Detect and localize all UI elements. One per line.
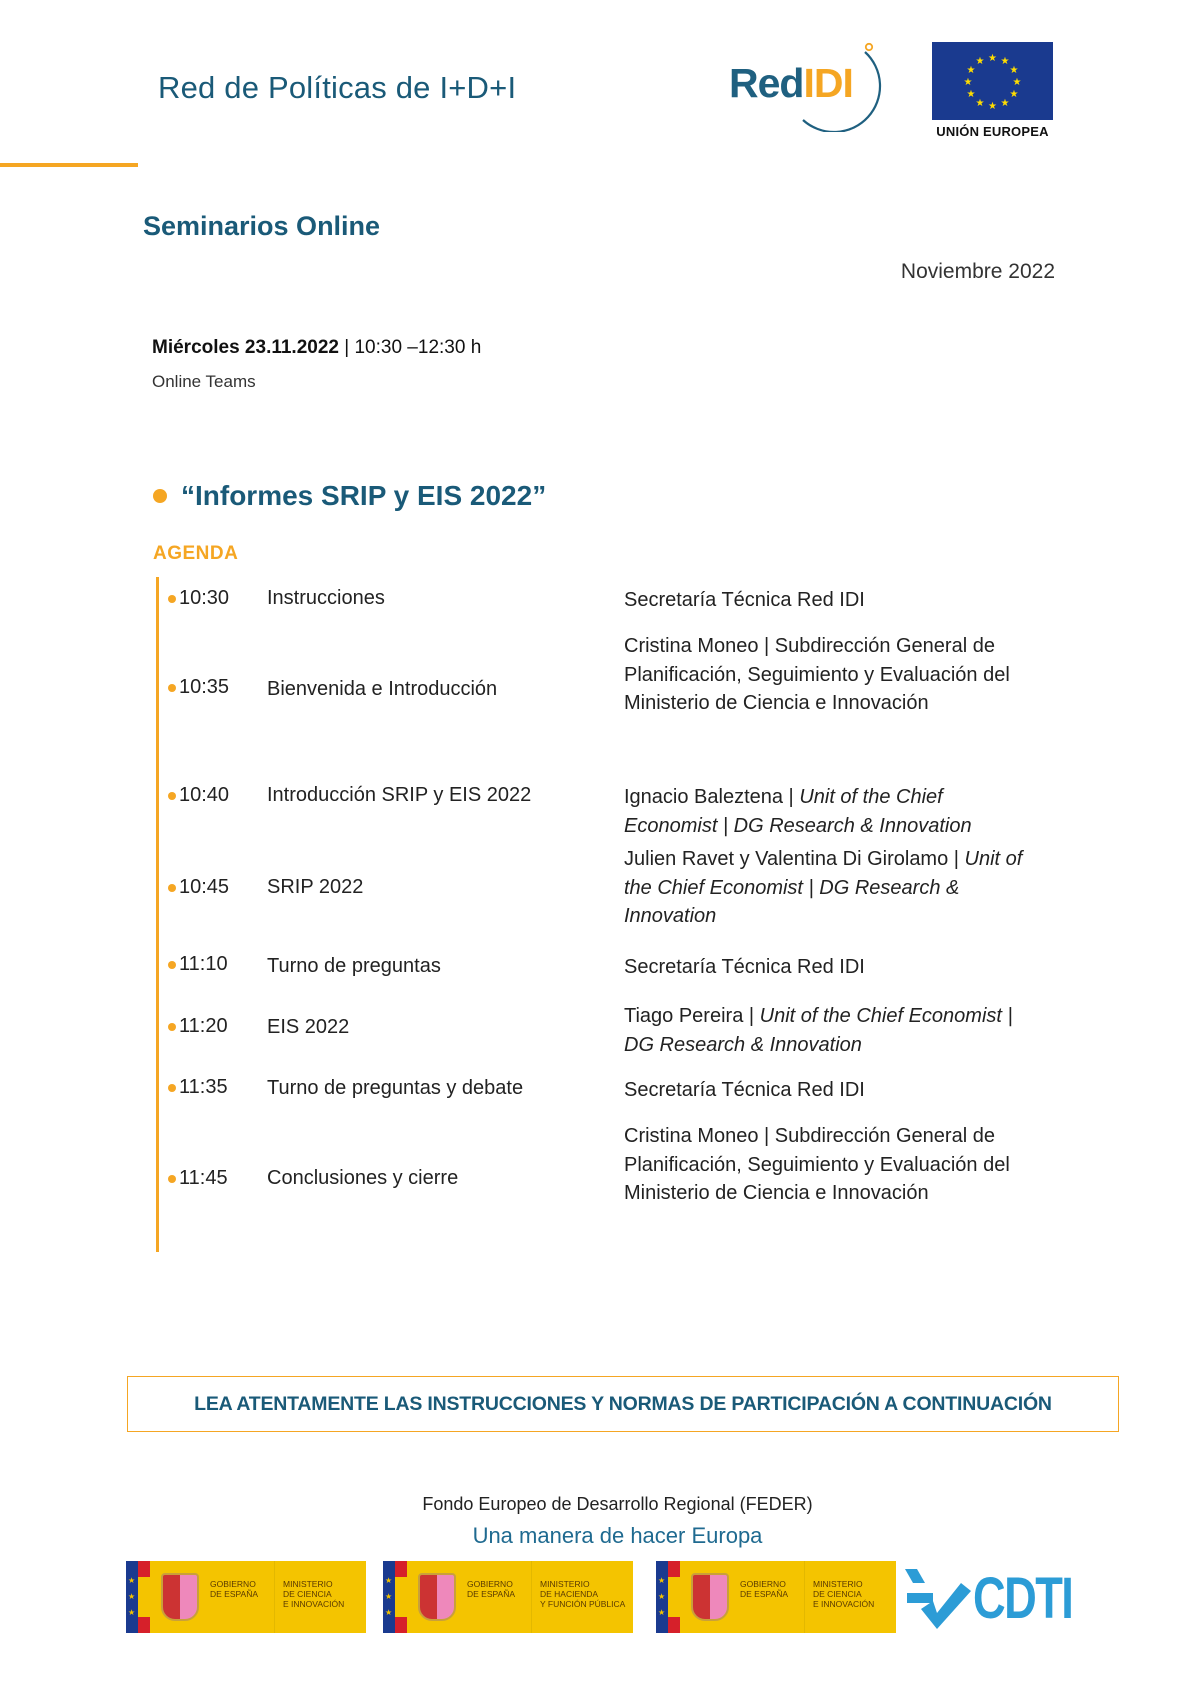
agenda-topic: Instrucciones <box>267 587 385 609</box>
eu-label: UNIÓN EUROPEA <box>936 124 1049 139</box>
agenda-time: 11:20 <box>179 1015 228 1037</box>
bullet-icon <box>168 1023 176 1031</box>
site-title: Red de Políticas de I+D+I <box>158 70 517 105</box>
bullet-icon <box>168 684 176 692</box>
notice-text: LEA ATENTAMENTE LAS INSTRUCCIONES Y NORMAS DE PARTICIPACIÓN A CONTINUACIÓN <box>194 1392 1052 1415</box>
coat-of-arms-icon <box>680 1561 740 1633</box>
agenda-topic: Bienvenida e Introducción <box>267 678 498 700</box>
agenda-speaker: Secretaría Técnica Red IDI <box>624 1079 865 1101</box>
eu-logo <box>932 42 1053 139</box>
gobierno-logo-hacienda: ★ ★ ★ GOBIERNO DE ESPAÑA MINISTERIO DE HACIENDA Y FUNCIÓN PÚBLICA <box>383 1561 633 1633</box>
agenda-speaker: Julien Ravet y Valentina Di Girolamo | Unit of the Chief Economist | DG Research & Innovation <box>624 848 1023 927</box>
svg-text:★: ★ <box>975 56 985 67</box>
coat-of-arms-icon <box>150 1561 210 1633</box>
bullet-icon <box>168 792 176 800</box>
agenda-speaker: Secretaría Técnica Red IDI <box>624 589 865 611</box>
cdti-text: CDTI <box>973 1565 1073 1631</box>
agenda-time: 11:10 <box>179 953 228 975</box>
coat-of-arms-icon <box>407 1561 467 1633</box>
event-time: 10:30 –12:30 h <box>354 337 482 358</box>
svg-text:★: ★ <box>966 65 976 76</box>
svg-text:★: ★ <box>1009 65 1019 76</box>
svg-text:★: ★ <box>1012 77 1022 88</box>
datetime-separator: | <box>344 337 350 358</box>
svg-text:★: ★ <box>1000 56 1010 67</box>
gobierno-label: GOBIERNO DE ESPAÑA <box>740 1561 805 1633</box>
section-title: Seminarios Online <box>143 211 381 241</box>
agenda-time: 10:45 <box>179 876 230 898</box>
agenda-topic: EIS 2022 <box>267 1016 350 1038</box>
agenda-time: 10:35 <box>179 676 230 698</box>
agenda-topic: Conclusiones y cierre <box>267 1167 459 1189</box>
agenda-speaker: Tiago Pereira | Unit of the Chief Economist | DG Research & Innovation <box>624 1005 1013 1056</box>
event-venue: Online Teams <box>152 372 256 391</box>
gobierno-label: GOBIERNO DE ESPAÑA <box>210 1561 275 1633</box>
svg-text:★: ★ <box>1009 89 1019 100</box>
gobierno-logo-ciencia-2: ★ ★ ★ GOBIERNO DE ESPAÑA MINISTERIO DE CIENCIA E INNOVACIÓN <box>656 1561 896 1633</box>
bullet-icon <box>168 595 176 603</box>
redidi-logo <box>725 40 905 132</box>
agenda-topic: Turno de preguntas <box>267 955 441 977</box>
agenda-speaker: Cristina Moneo | Subdirección General de Planificación, Seguimiento y Evaluación del Ministerio de Ciencia e Innovación <box>624 635 1010 714</box>
event-datetime <box>152 337 481 359</box>
svg-text:★: ★ <box>966 89 976 100</box>
svg-text:★: ★ <box>988 101 997 112</box>
bullet-icon <box>168 1175 176 1183</box>
ministry-label: MINISTERIO DE CIENCIA E INNOVACIÓN <box>283 1579 345 1609</box>
agenda-time: 10:40 <box>179 784 230 806</box>
agenda-speaker: Cristina Moneo | Subdirección General de Planificación, Seguimiento y Evaluación del Ministerio de Ciencia e Innovación <box>624 1125 1010 1204</box>
header-accent-rule <box>0 163 138 167</box>
agenda-time: 11:45 <box>179 1167 228 1189</box>
event-title <box>153 480 546 512</box>
feder-label: Fondo Europeo de Desarrollo Regional (FEDER) <box>422 1494 813 1514</box>
gobierno-label: GOBIERNO DE ESPAÑA <box>467 1561 532 1633</box>
redidi-logo-red: Red <box>729 60 804 106</box>
agenda-topic: Introducción SRIP y EIS 2022 <box>267 784 532 806</box>
agenda-time: 11:35 <box>179 1076 228 1098</box>
event-title-text: “Informes SRIP y EIS 2022” <box>181 480 547 511</box>
ministry-label: MINISTERIO DE HACIENDA Y FUNCIÓN PÚBLICA <box>540 1579 626 1609</box>
bullet-icon <box>168 1084 176 1092</box>
svg-text:★: ★ <box>988 53 997 64</box>
svg-text:★: ★ <box>975 98 985 109</box>
redidi-logo-idi: IDI <box>803 60 853 106</box>
svg-text:★: ★ <box>1000 98 1010 109</box>
gobierno-logo-ciencia: ★ ★ ★ GOBIERNO DE ESPAÑA MINISTERIO DE CIENCIA E INNOVACIÓN <box>126 1561 366 1633</box>
bullet-icon <box>168 884 176 892</box>
svg-text:★: ★ <box>963 77 973 88</box>
agenda-label: AGENDA <box>153 543 239 564</box>
agenda-topic: Turno de preguntas y debate <box>267 1077 524 1099</box>
agenda-topic: SRIP 2022 <box>267 876 364 898</box>
feder-motto: Una manera de hacer Europa <box>472 1523 763 1548</box>
instructions-notice <box>127 1376 1119 1432</box>
agenda-speaker: Secretaría Técnica Red IDI <box>624 956 865 978</box>
bullet-icon <box>168 961 176 969</box>
cdti-check-icon <box>903 1565 973 1631</box>
agenda-speaker: Ignacio Baleztena | Unit of the Chief Economist | DG Research & Innovation <box>624 786 972 837</box>
cdti-logo <box>903 1563 1100 1633</box>
agenda-time: 10:30 <box>179 587 230 609</box>
ministry-label: MINISTERIO DE CIENCIA E INNOVACIÓN <box>813 1579 875 1609</box>
agenda-timeline-bar <box>156 577 159 1252</box>
event-date: Miércoles 23.11.2022 <box>152 337 339 358</box>
bullet-icon <box>153 489 167 503</box>
month-label: Noviembre 2022 <box>900 260 1055 283</box>
eu-flag-icon <box>932 42 1053 120</box>
